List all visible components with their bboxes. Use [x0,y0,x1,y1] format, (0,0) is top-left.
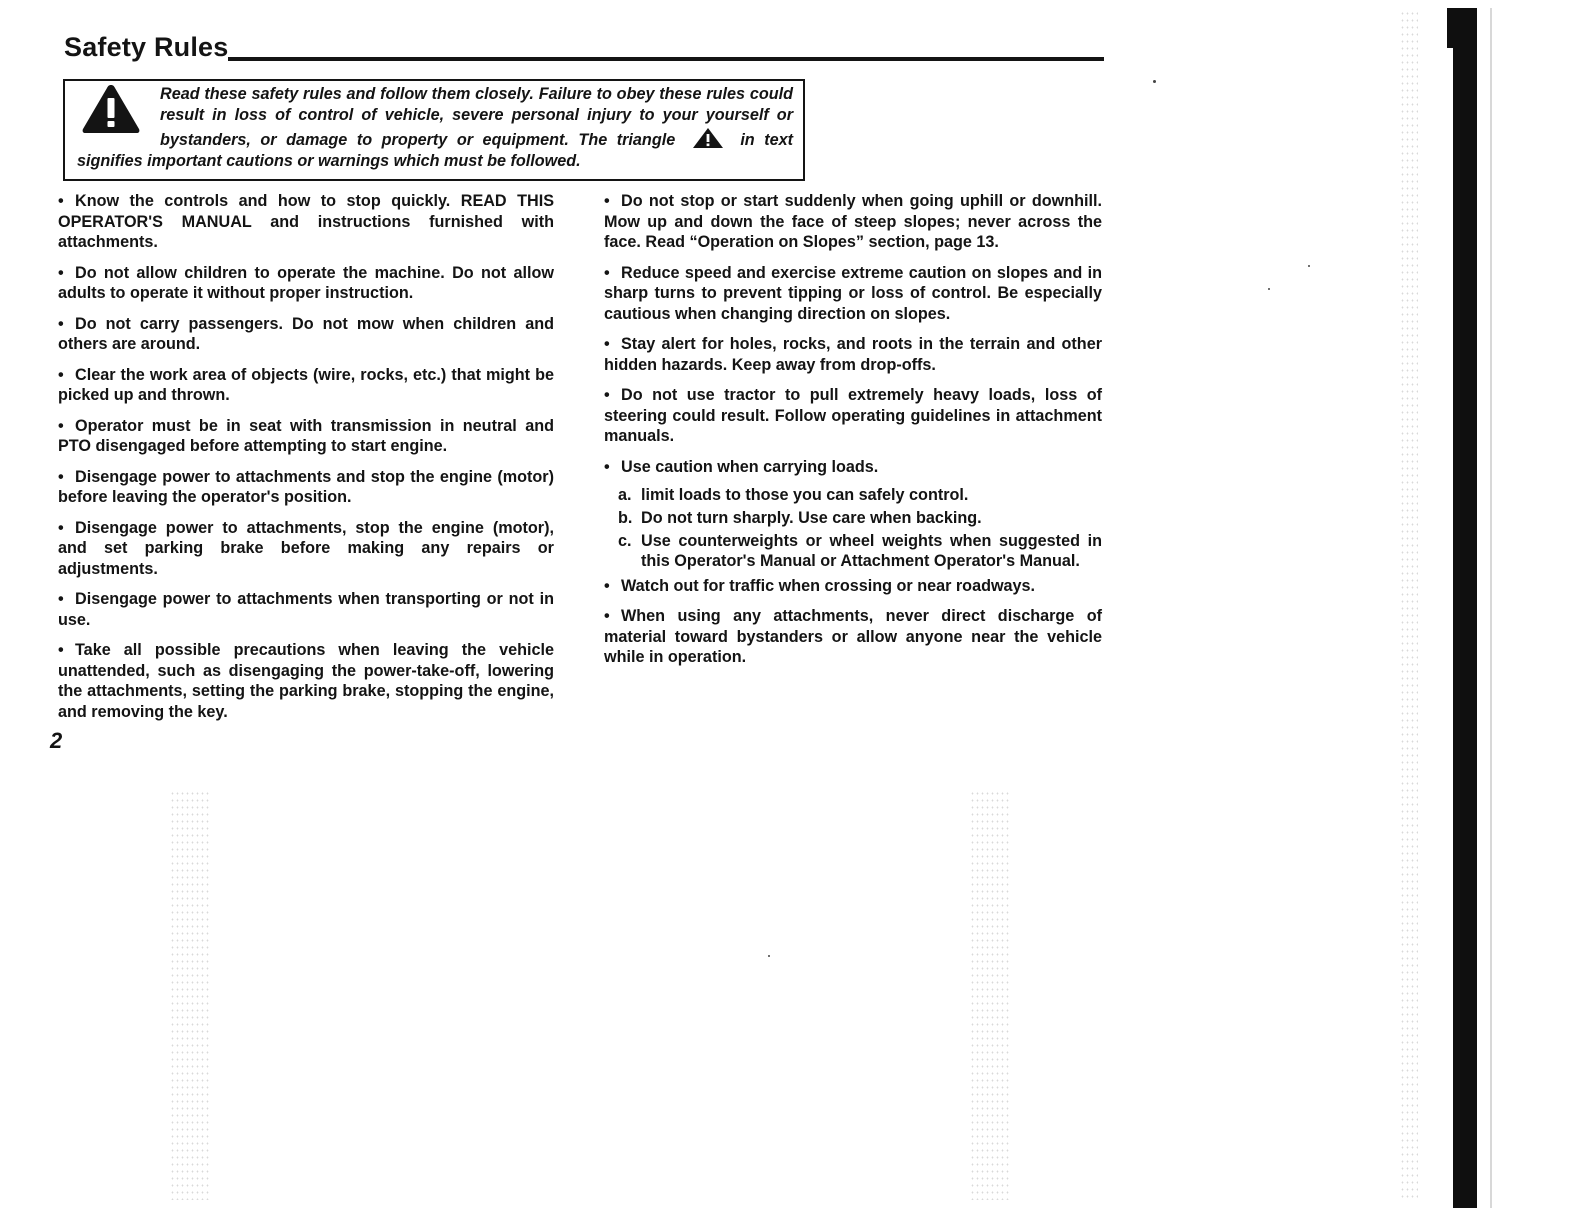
safety-rule-item: • Disengage power to attachments and stop the engine (motor) before leaving the operator's position. [58,467,554,507]
safety-rule-item: • Do not allow children to operate the machine. Do not allow adults to operate it without proper instruction. [58,263,554,303]
safety-rule-item: • Do not carry passengers. Do not mow when children and others are around. [58,314,554,354]
safety-rule-item: • Take all possible precautions when leaving the vehicle unattended, such as disengaging the power-take-off, lowering the attachments, setting the parking brake, stopping the engine, and removing the key. [58,641,554,721]
scan-speck [1153,80,1156,83]
safety-rule-item: • Know the controls and how to stop quickly. READ THIS OPERATOR'S MANUAL and instructions furnished with attachments. [58,192,554,252]
safety-rule-item: • Clear the work area of objects (wire, rocks, etc.) that might be picked up and thrown. [58,365,554,405]
scan-noise [1400,10,1418,1200]
bullet-icon: • [58,416,64,435]
safety-warning-text [77,84,793,172]
sub-list-item [604,485,1102,506]
scan-page-edge [1490,8,1492,1208]
scan-noise [970,790,1010,1200]
scan-binding-edge [1453,8,1477,1208]
bullet-icon: • [58,263,64,282]
scan-speck [768,955,770,957]
safety-rule-item: • Do not stop or start suddenly when going uphill or downhill. Mow up and down the face of steep slopes; never across the face. Read “Operation on Slopes” section, page 13. [604,192,1102,252]
sub-list-letter: c. [618,531,632,550]
safety-rule-item: • Stay alert for holes, rocks, and roots in the terrain and other hidden hazards. Keep away from drop-offs. [604,335,1102,374]
scan-noise [170,790,210,1200]
left-column [58,191,554,732]
sub-list-text: Use counterweights or wheel weights when suggested in this Operator's Manual or Attachment Operator's Manual. [641,531,1102,571]
warning-triangle-icon [691,127,725,149]
sub-list-letter: b. [618,508,633,527]
sub-list-text: limit loads to those you can safely control. [641,486,969,505]
bullet-icon: • [58,467,64,486]
title-rule [228,57,1104,61]
warning-text-before-icon: Read these safety rules and follow them closely. Failure to obey these rules could result in loss of control of vehicle, severe personal injury to your yourself or bystanders, or damage to property or equipment. The triangle [160,85,793,149]
bullet-icon: • [58,518,64,537]
sub-list-letter: a. [618,486,632,505]
bullet-icon: • [604,457,610,476]
bullet-icon: • [58,314,64,333]
warning-text-after-icon: in text signifies important cautions or warnings which must be followed. [77,130,794,170]
safety-warning-box [63,79,805,181]
scan-speck [1268,288,1270,290]
safety-rule-item: • When using any attachments, never direct discharge of material toward bystanders or allow anyone near the vehicle while in operation. [604,607,1102,667]
scan-speck [1308,265,1310,267]
sub-list-item [604,531,1102,572]
safety-rule-item: • Reduce speed and exercise extreme caution on slopes and in sharp turns to prevent tipping or loss of control. Be especially cautious when changing direction on slopes. [604,263,1102,323]
bullet-icon: • [58,192,64,210]
sub-list-text: Do not turn sharply. Use care when backing. [641,508,982,527]
safety-rule-item: • Do not use tractor to pull extremely heavy loads, loss of steering could result. Follow operating guidelines in attachment manuals. [604,386,1102,446]
safety-rule-item: • Watch out for traffic when crossing or near roadways. [604,576,1036,595]
bullet-icon: • [604,192,610,210]
safety-rule-item: • Disengage power to attachments when transporting or not in use. [58,590,554,629]
bullet-icon: • [604,263,610,282]
page-title: Safety Rules [64,32,229,62]
page-number: 2 [50,728,63,753]
safety-rule-item: • Operator must be in seat with transmission in neutral and PTO disengaged before attempting to start engine. [58,416,554,456]
bullet-icon: • [604,386,610,405]
bullet-icon: • [604,607,610,626]
bullet-icon: • [604,335,610,354]
bullet-icon: • [604,576,610,595]
right-column [604,191,1102,678]
safety-rule-item: • Disengage power to attachments, stop the engine (motor), and set parking brake before making any repairs or adjustments. [58,518,554,578]
bullet-icon: • [58,365,64,384]
bullet-icon: • [58,641,64,660]
bullet-icon: • [58,590,64,609]
warning-triangle-icon [81,83,141,135]
safety-rule-item: • Use caution when carrying loads. [604,457,879,476]
sub-list-item [604,508,1102,529]
